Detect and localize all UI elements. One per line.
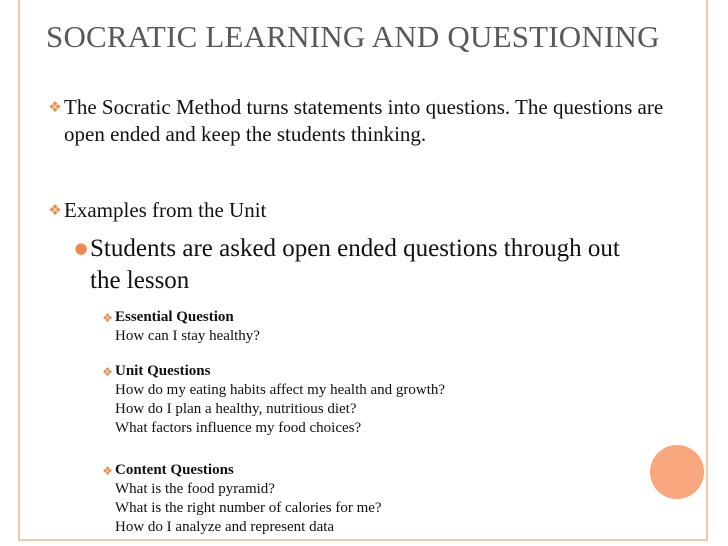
bullet-icon: ● [74, 239, 88, 257]
question-group-heading: Content Questions [115, 462, 234, 478]
question-group-unit [100, 362, 620, 438]
question-group-heading: Unit Questions [115, 363, 211, 379]
question-group-text [115, 308, 260, 346]
question-line: What is the right number of calories for me? [115, 500, 382, 516]
question-group-text [115, 362, 445, 438]
question-group-text [115, 461, 382, 537]
bullet-examples-from-unit [46, 197, 696, 224]
bullet-icon: ❖ [102, 464, 113, 478]
bullet-icon: ❖ [48, 98, 62, 116]
bullet-icon: ❖ [48, 201, 62, 219]
question-line: How do I analyze and represent data [115, 519, 335, 535]
question-group-content [100, 461, 620, 537]
question-group-essential [100, 308, 620, 346]
bullet-socratic-method [46, 94, 696, 148]
sub-bullet-text: Students are asked open ended questions through out the lesson [90, 235, 620, 294]
bullet-icon: ❖ [102, 365, 113, 379]
bullet-text: Examples from the Unit [64, 198, 267, 222]
question-line: What factors influence my food choices? [115, 420, 362, 436]
sub-bullet-open-ended-questions [72, 233, 632, 297]
question-group-heading: Essential Question [115, 309, 234, 325]
bullet-text: The Socratic Method turns statements into questions. The questions are open ended and keep the students thinking. [64, 95, 664, 146]
question-line: How do my eating habits affect my health and growth? [115, 382, 446, 398]
question-line: How can I stay healthy? [115, 328, 260, 344]
question-line: What is the food pyramid? [115, 481, 275, 497]
slide-title: SOCRATIC LEARNING AND QUESTIONING [46, 19, 660, 54]
decorative-circle [650, 445, 704, 499]
question-line: How do I plan a healthy, nutritious diet? [115, 401, 357, 417]
bullet-icon: ❖ [102, 311, 113, 325]
